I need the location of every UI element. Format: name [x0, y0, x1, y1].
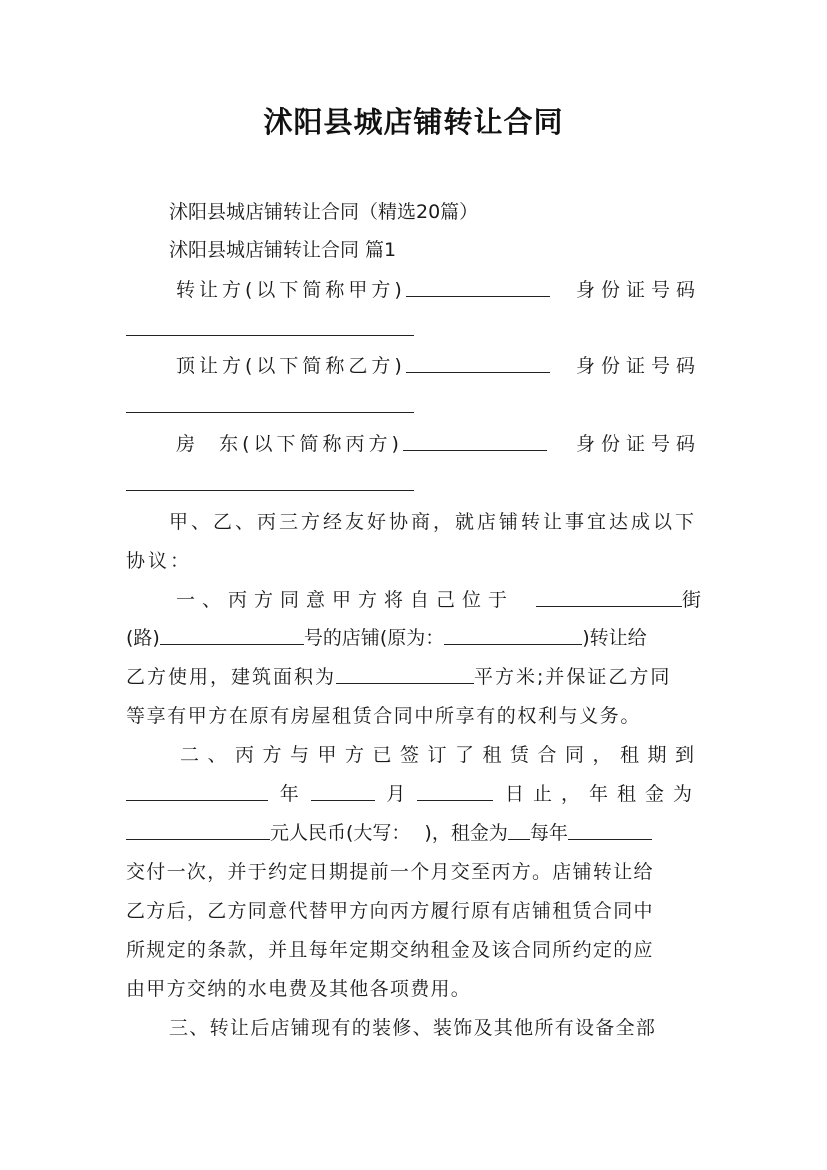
clause2-year: 年 — [279, 783, 299, 805]
clause1-l3-a: 乙方使用，建筑面积为 — [126, 666, 337, 688]
preamble-line-2: 协议： — [126, 550, 193, 572]
clause2-line-2 — [126, 782, 701, 806]
clause2-l2-end: 日止，年租金为 — [504, 783, 701, 805]
area-blank — [336, 665, 474, 684]
rent-frequency-blank — [568, 821, 652, 840]
clause1-line-4: 等享有甲方在原有房屋租赁合同中所享有的权利与义务。 — [126, 705, 642, 727]
transferor-id-blank — [126, 335, 414, 336]
transferee-id-label: 身份证号码 — [575, 355, 701, 377]
clause1-l2-a: (路) — [126, 627, 160, 649]
clause2-l3-c: 每年 — [529, 822, 568, 844]
clause3-line-1: 三、转让后店铺现有的装修、装饰及其他所有设备全部 — [169, 1017, 657, 1039]
clause2-line-3 — [126, 821, 701, 845]
clause2-line-6: 所规定的条款，并且每年定期交纳租金及该合同所约定的应 — [126, 939, 654, 961]
clause2-line-5: 乙方后，乙方同意代替甲方向丙方履行原有店铺租赁合同中 — [126, 900, 654, 922]
landlord-id-label: 身份证号码 — [575, 433, 701, 455]
clause2-line-1: 二、丙方与甲方已签订了租赁合同，租期到 — [180, 744, 703, 766]
rent-period-blank — [508, 821, 530, 840]
clause2-l3-a: 元人民币(大写： — [270, 822, 411, 844]
lease-end-year-blank — [126, 782, 268, 801]
original-use-blank — [444, 626, 582, 645]
clause1-line-3 — [126, 665, 701, 689]
document-subtitle: 沭阳县城店铺转让合同（精选20篇） — [169, 201, 479, 223]
transferee-line — [176, 354, 701, 378]
clause1-line-2 — [126, 626, 701, 650]
transferee-name-blank — [406, 354, 550, 373]
landlord-name-blank — [403, 432, 547, 451]
landlord-id-blank — [126, 490, 414, 491]
clause1-l2-b: 号的店铺(原为： — [303, 627, 445, 649]
transferee-id-blank — [126, 412, 414, 413]
lease-end-day-blank — [417, 782, 493, 801]
section-heading: 沭阳县城店铺转让合同 篇1 — [169, 239, 397, 261]
transferor-id-label: 身份证号码 — [575, 279, 701, 301]
road-number-blank — [160, 626, 304, 645]
transferor-label: 转让方(以下简称甲方) — [176, 279, 406, 301]
clause1-l1-end: 街 — [681, 589, 701, 611]
clause1-l2-c: )转让给 — [582, 627, 647, 649]
transferor-name-blank — [406, 278, 550, 297]
clause2-l3-b: )，租金为 — [424, 822, 508, 844]
street-blank — [536, 588, 682, 607]
clause1-line-1 — [176, 588, 701, 612]
clause2-line-7: 由甲方交纳的水电费及其他各项费用。 — [126, 978, 472, 1000]
transferor-line — [176, 278, 701, 302]
landlord-label: 房 东(以下简称丙方) — [176, 433, 403, 455]
annual-rent-blank — [126, 821, 270, 840]
lease-end-month-blank — [311, 782, 375, 801]
transferee-label: 顶让方(以下简称乙方) — [176, 355, 406, 377]
clause2-month: 月 — [386, 783, 406, 805]
preamble-line-1: 甲、乙、丙三方经友好协商，就店铺转让事宜达成以下 — [169, 511, 698, 533]
clause1-l3-b: 平方米;并保证乙方同 — [474, 666, 672, 688]
document-title: 沭阳县城店铺转让合同 — [263, 105, 564, 139]
clause2-line-4: 交付一次，并于约定日期提前一个月交至丙方。店铺转让给 — [126, 861, 654, 883]
landlord-line — [176, 432, 701, 456]
clause1-l1-text: 一、丙方同意甲方将自己位于 — [176, 589, 515, 611]
